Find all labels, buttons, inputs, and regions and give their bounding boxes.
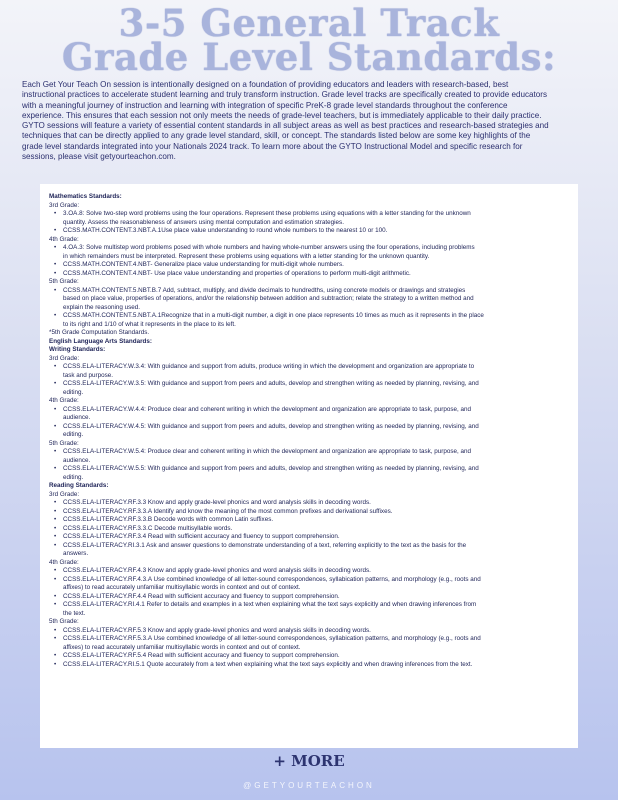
standard-bullet: [49, 627, 568, 636]
standard-bullet: [49, 448, 568, 465]
standard-bullet: [49, 287, 568, 313]
intro-line: with a meaningful journey of instruction and learning with integration of specific PreK-8 grade level standards throughout the conference: [22, 100, 508, 110]
standard-text: editing.: [63, 388, 84, 396]
standard-text: • CCSS.ELA-LITERACY.RI.4.1 Refer to details and examples in a text when explaining what the text says explicitly and when drawing inferences from: [63, 601, 477, 608]
standard-bullet: [49, 542, 568, 559]
standard-text: audience.: [63, 456, 91, 464]
page-title: [0, 1, 618, 79]
standard-bullet: [49, 499, 568, 508]
standard-text: in which remainders must be interpreted. Represent these problems using equations with a letter standing for the unknown quantity.: [63, 252, 430, 260]
social-handle: @GETYOURTEACHON: [243, 781, 375, 790]
standard-text: • CCSS.MATH.CONTENT.4.NBT- Use place value understanding and properties of operations to perform multi-digit arithmetic.: [63, 269, 411, 277]
intro-line: GYTO sessions will feature a variety of essential content standards in all subject areas as well as best practices and research-based strategies and: [22, 121, 549, 131]
standard-text: • CCSS.ELA-LITERACY.W.5.4: Produce clear and coherent writing in which the development and organization are appropriate to task, purpose, and: [63, 448, 472, 455]
intro-line: experience. This ensures that each session not only meets the needs of grade-level teachers, but is immediately applicable to their daily practice.: [22, 110, 542, 120]
standard-bullet: [49, 261, 568, 270]
standards-panel: [40, 184, 578, 748]
section-heading: Writing Standards:: [49, 346, 106, 353]
standard-text: • CCSS.MATH.CONTENT.5.NBT.A.1Recognize that in a multi-digit number, a digit in one place represents 10 times as much as it represents in the place: [63, 312, 484, 319]
grade-label: 3rd Grade:: [49, 201, 80, 209]
standard-text: • CCSS.ELA-LITERACY.W.4.5: With guidance and support from peers and adults, develop and strengthen writing as needed by planning, revising, and: [63, 422, 479, 430]
section-heading: Mathematics Standards:: [49, 193, 122, 200]
grade-label: 3rd Grade:: [49, 490, 80, 498]
standard-bullet: [49, 270, 568, 279]
standard-text: • CCSS.ELA-LITERACY.RF.5.4 Read with sufficient accuracy and fluency to support comprehension.: [63, 652, 340, 659]
standard-bullet: [49, 576, 568, 593]
standard-bullet: [49, 363, 568, 380]
standard-text: • CCSS.MATH.CONTENT.3.NBT.A.1Use place value understanding to round whole numbers to the nearest 10 or 100.: [63, 227, 388, 234]
standard-text: • CCSS.ELA-LITERACY.RF.4.4 Read with sufficient accuracy and fluency to support comprehension.: [63, 592, 340, 600]
standard-text: based on place value, properties of operations, and/or the relationship between addition and subtraction; relate the strategy to a written method and: [63, 295, 474, 302]
more-link[interactable]: + MORE: [273, 752, 345, 770]
standard-bullet: [49, 465, 568, 482]
standard-bullet: [49, 593, 568, 602]
grade-label: 4th Grade:: [49, 397, 79, 404]
standard-bullet: [49, 601, 568, 618]
standard-bullet: [49, 525, 568, 534]
standard-bullet: [49, 423, 568, 440]
standard-text: • CCSS.ELA-LITERACY.W.4.4: Produce clear and coherent writing in which the development and organization are appropriate to task, purpose, and: [63, 405, 472, 413]
standard-text: • CCSS.ELA-LITERACY.RI.3.1 Ask and answer questions to demonstrate understanding of a text, referring explicitly to the text as the basis for the: [63, 541, 467, 549]
standard-text: • 3.OA.8: Solve two-step word problems using the four operations. Represent these problems using equations with a letter standing for the unknown: [63, 210, 471, 217]
standard-text: • CCSS.ELA-LITERACY.W.3.4: With guidance and support from adults, produce writing in which the development and organization are appropriate to: [63, 363, 475, 370]
standard-bullet: [49, 652, 568, 661]
standard-bullet: [49, 312, 568, 329]
standard-text: affixes) to read accurately unfamiliar multisyllabic words in context and out of context.: [63, 584, 301, 591]
standard-text: explain the reasoning used.: [63, 303, 141, 311]
standard-text: quantity. Assess the reasonableness of answers using mental computation and estimation strategies.: [63, 218, 344, 226]
standard-bullet: [49, 244, 568, 261]
standard-text: • CCSS.ELA-LITERACY.RF.3.3.C Decode multisyllable words.: [63, 524, 233, 532]
standard-bullet: [49, 635, 568, 652]
standard-text: • CCSS.ELA-LITERACY.RF.5.3 Know and apply grade-level phonics and word analysis skills in decoding words.: [63, 626, 371, 634]
standard-bullet: [49, 227, 568, 236]
standard-text: • CCSS.MATH.CONTENT.4.NBT- Generalize place value understanding for multi-digit whole numbers.: [63, 261, 344, 268]
grade-label: 3rd Grade:: [49, 354, 80, 362]
grade-label: 4th Grade:: [49, 558, 79, 566]
intro-line: sessions, please visit getyourteachon.com.: [22, 152, 176, 162]
standard-bullet: [49, 508, 568, 517]
standard-text: editing.: [63, 431, 84, 438]
grade-label: 4th Grade:: [49, 235, 79, 243]
section-heading: English Language Arts Standards:: [49, 337, 152, 345]
standard-text: • CCSS.ELA-LITERACY.RF.4.3 Know and apply grade-level phonics and word analysis skills in decoding words.: [63, 567, 371, 574]
standard-text: • CCSS.MATH.CONTENT.5.NBT.B.7 Add, subtract, multiply, and divide decimals to hundredths, using concrete models or drawings and strategies: [63, 286, 466, 294]
intro-line: instructional practices to accelerate student learning and truly transform instruction. Grade level tracks are specifically created to provide educators: [22, 90, 547, 100]
standard-bullet: [49, 516, 568, 525]
grade-label: 5th Grade:: [49, 278, 79, 285]
standard-text: • CCSS.ELA-LITERACY.RI.5.1 Quote accurately from a text when explaining what the text says explicitly and when drawing inferences from the text.: [63, 660, 473, 668]
standard-text: • CCSS.ELA-LITERACY.RF.5.3.A Use combined knowledge of all letter-sound correspondences, syllabication patterns, and morphology (e.g., roots and: [63, 635, 481, 642]
standard-bullet: [49, 380, 568, 397]
standard-text: • CCSS.ELA-LITERACY.RF.3.3 Know and apply grade-level phonics and word analysis skills in decoding words.: [63, 499, 371, 506]
standard-text: • CCSS.ELA-LITERACY.RF.3.4 Read with sufficient accuracy and fluency to support comprehension.: [63, 533, 340, 540]
page-title-line-1: 3-5 General Track: [118, 1, 500, 45]
standard-text: the text.: [63, 609, 86, 617]
standard-bullet: [49, 567, 568, 576]
standard-text: affixes) to read accurately unfamiliar multisyllabic words in context and out of context.: [63, 643, 301, 651]
page-title-line-2: Grade Level Standards:: [61, 35, 557, 79]
grade-label: 5th Grade:: [49, 618, 79, 625]
standard-text: • CCSS.ELA-LITERACY.W.3.5: With guidance and support from peers and adults, develop and strengthen writing as needed by planning, revising, and: [63, 380, 479, 387]
standard-bullet: [49, 661, 568, 670]
standard-bullet: [49, 406, 568, 423]
standard-text: answers.: [63, 550, 89, 557]
intro-paragraph: [22, 80, 597, 162]
standard-text: • CCSS.ELA-LITERACY.RF.3.3.B Decode words with common Latin suffixes.: [63, 516, 274, 523]
standard-text: • CCSS.ELA-LITERACY.RF.4.3.A Use combined knowledge of all letter-sound correspondences, syllabication patterns, and morphology (e.g., roots and: [63, 575, 481, 583]
standard-text: • CCSS.ELA-LITERACY.RF.3.3.A Identify and know the meaning of the most common prefixes and derivational suffixes.: [63, 507, 393, 515]
intro-line: Each Get Your Teach On session is intentionally designed on a foundation of providing educators and leaders with research-based, best: [22, 80, 509, 89]
intro-line: techniques that can be directly applied to any grade level standard, skill, or concept. The standards listed below are some key highlights of the: [22, 131, 531, 141]
standard-text: task and purpose.: [63, 371, 114, 379]
standard-text: • CCSS.ELA-LITERACY.W.5.5: With guidance and support from peers and adults, develop and strengthen writing as needed by planning, revising, and: [63, 465, 479, 472]
standard-text: audience.: [63, 414, 91, 421]
section-heading: Reading Standards:: [49, 482, 109, 489]
intro-line: grade level standards integrated into your Nationals 2024 track. To learn more about the GYTO Instructional Model and specific research for: [22, 141, 523, 151]
standard-text: • 4.OA.3: Solve multistep word problems posed with whole numbers and having whole-number answers using the four operations, including problems: [63, 244, 475, 251]
standard-text: editing.: [63, 473, 84, 481]
standard-bullet: [49, 210, 568, 227]
grade-label: *5th Grade Computation Standards.: [49, 329, 150, 336]
standard-text: to its right and 1/10 of what it represents in the place to its left.: [63, 320, 236, 328]
grade-label: 5th Grade:: [49, 439, 79, 447]
standard-bullet: [49, 533, 568, 542]
